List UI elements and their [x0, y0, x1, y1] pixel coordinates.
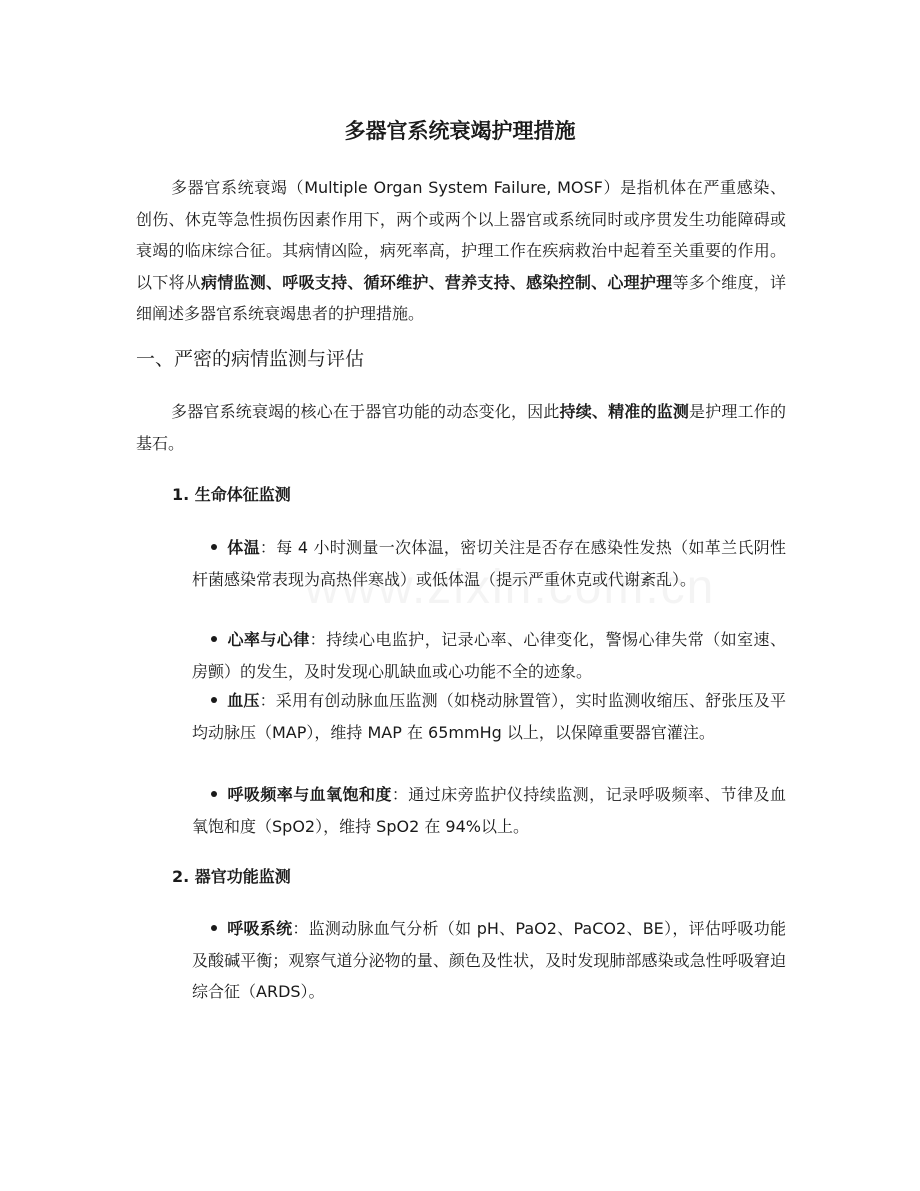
- section-text-end: 是护理工作的基石。: [136, 402, 786, 453]
- list-item: [192, 624, 786, 687]
- subsection-heading-vitals: 1. 生命体征监测: [172, 485, 291, 504]
- page-title: 多器官系统衰竭护理措施: [344, 119, 576, 143]
- intro-text: 多器官系统衰竭（Multiple Organ System Failure, MOSF）是指机体在严重感染、创伤、休克等急性损伤因素作用下，两个或两个以上器官或系统同时或序贯发生功能障碍或衰竭的临床综合征。其病情凶险，病死率高，护理工作在疾病救治中起着至关重要的作用。以下将从: [136, 178, 786, 292]
- list-item-term: 血压: [227, 691, 260, 710]
- list-item-text: ：监测动脉血气分析（如 pH、PaO2、PaCO2、BE），评估呼吸功能及酸碱平衡；观察气道分泌物的量、颜色及性状，及时发现肺部感染或急性呼吸窘迫综合征（ARDS）。: [192, 919, 786, 1002]
- section-text: 多器官系统衰竭的核心在于器官功能的动态变化，因此: [171, 402, 560, 421]
- intro-paragraph: [136, 172, 786, 330]
- list-item-text: ：每 4 小时测量一次体温，密切关注是否存在感染性发热（如革兰氏阴性杆菌感染常表现为高热伴寒战）或低体温（提示严重休克或代谢紊乱）。: [192, 538, 786, 589]
- list-item-term: 呼吸系统: [227, 919, 293, 938]
- bullet-icon: [211, 697, 217, 703]
- list-item: [192, 532, 786, 595]
- list-item-text: ：采用有创动脉血压监测（如桡动脉置管），实时监测收缩压、舒张压及平均动脉压（MAP），维持 MAP 在 65mmHg 以上，以保障重要器官灌注。: [192, 691, 786, 742]
- section-bold: 持续、精准的监测: [559, 402, 690, 421]
- list-item-term: 体温: [227, 538, 260, 557]
- list-item: [192, 685, 786, 748]
- section-heading: 一、严密的病情监测与评估: [136, 348, 365, 370]
- intro-text-end: 等多个维度，详细阐述多器官系统衰竭患者的护理措施。: [136, 272, 786, 324]
- list-item-term: 心率与心律: [227, 630, 310, 649]
- bullet-icon: [211, 544, 217, 550]
- section-paragraph: [136, 396, 786, 459]
- list-item-text: ：持续心电监护，记录心率、心律变化，警惕心律失常（如室速、房颤）的发生，及时发现心肌缺血或心功能不全的迹象。: [192, 630, 786, 681]
- list-item-text: ：通过床旁监护仪持续监测，记录呼吸频率、节律及血氧饱和度（SpO2），维持 SpO2 在 94%以上。: [192, 785, 786, 836]
- bullet-icon: [211, 791, 217, 797]
- bullet-icon: [211, 925, 217, 931]
- intro-bold: 病情监测、呼吸支持、循环维护、营养支持、感染控制、心理护理: [201, 272, 673, 292]
- list-item: [192, 913, 786, 1008]
- bullet-icon: [211, 636, 217, 642]
- list-item: [192, 779, 786, 842]
- subsection-heading-organs: 2. 器官功能监测: [172, 867, 291, 886]
- list-item-term: 呼吸频率与血氧饱和度: [227, 785, 392, 804]
